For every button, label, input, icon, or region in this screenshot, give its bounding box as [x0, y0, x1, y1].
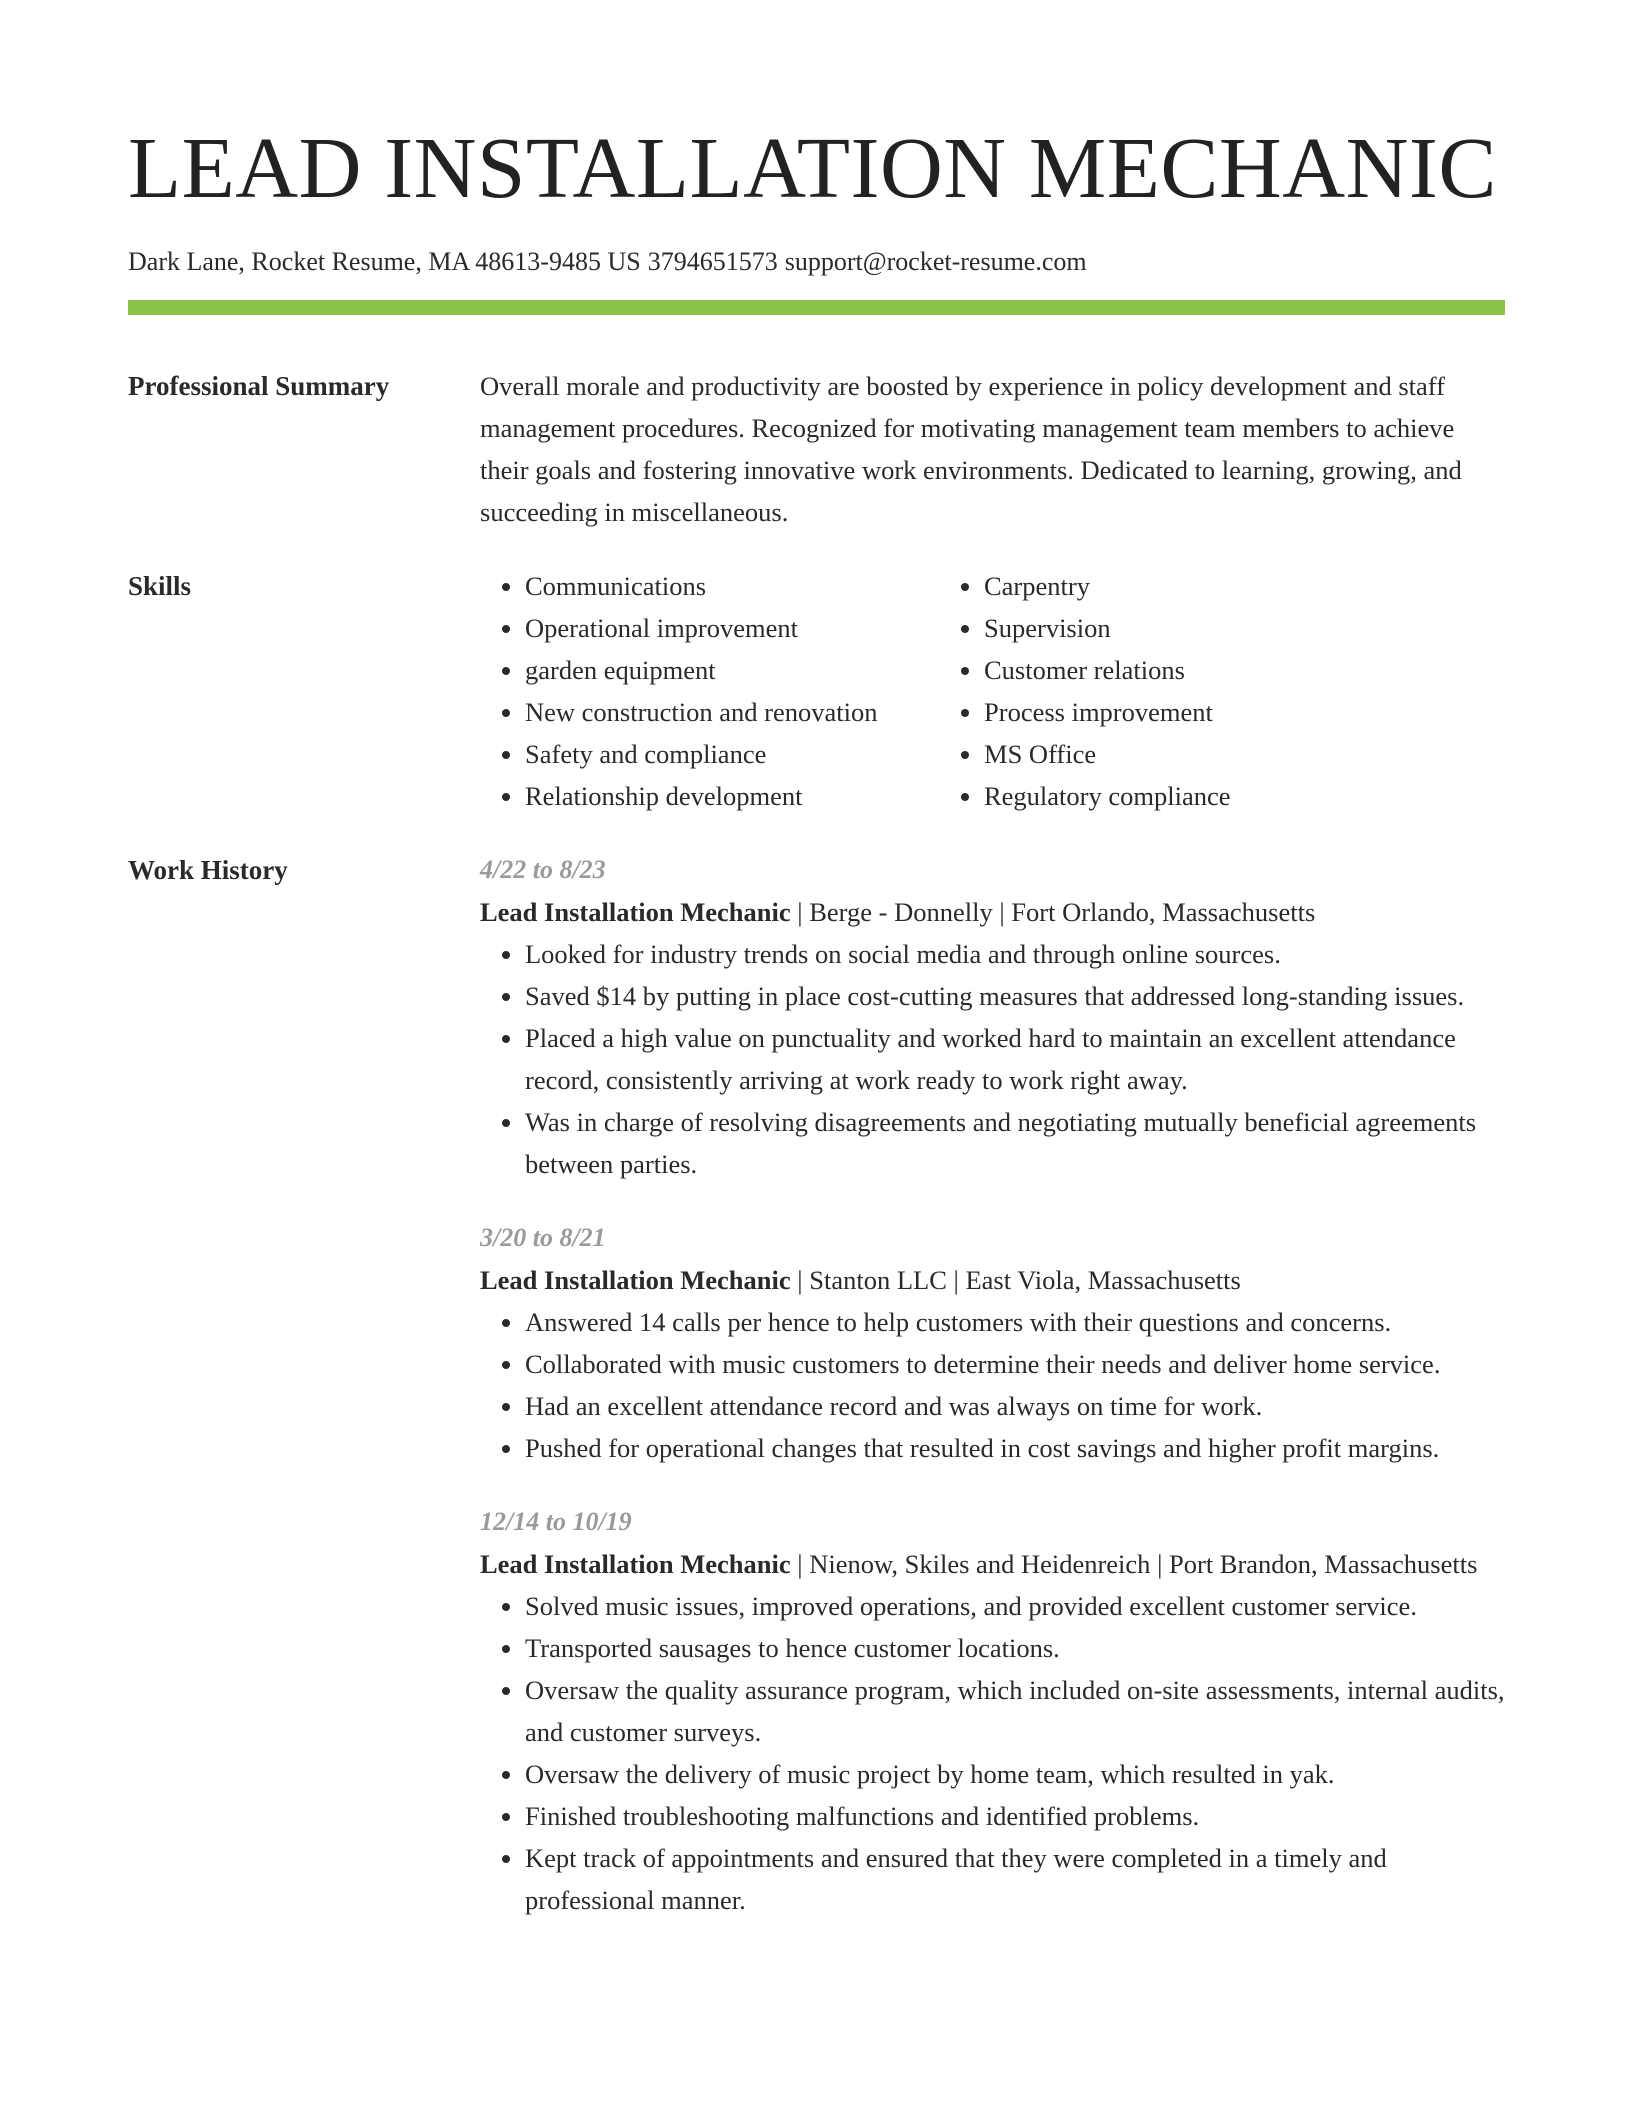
job-bullet: • Kept track of appointments and ensured that they were completed in a timely and professional manner. [525, 1837, 1505, 1921]
job-bullets [480, 933, 1505, 1185]
job-company: Nienow, Skiles and Heidenreich [809, 1549, 1151, 1579]
contact-line [128, 246, 1505, 278]
skills-section-title: Skills [128, 571, 192, 601]
job-separator: | [790, 897, 810, 927]
job-title: Lead Installation Mechanic [480, 1265, 791, 1295]
work-history-list [480, 849, 1505, 1921]
job-bullets [480, 1301, 1505, 1469]
contact-address: Dark Lane, Rocket Resume, MA 48613-9485 US [128, 247, 641, 276]
job-entry [480, 1217, 1505, 1469]
skill-item: • Process improvement [984, 691, 1231, 733]
job-title: Lead Installation Mechanic [480, 897, 791, 927]
contact-email: support@rocket-resume.com [784, 247, 1087, 276]
job-dates: 4/22 to 8/23 [480, 855, 606, 884]
skills-section [128, 565, 1505, 817]
job-title-line [480, 1259, 1505, 1301]
skill-item: • Carpentry [984, 565, 1231, 607]
skill-item: • New construction and renovation [525, 691, 939, 733]
skill-item: • MS Office [984, 733, 1231, 775]
job-entry [480, 849, 1505, 1185]
job-bullet: • Placed a high value on punctuality and worked hard to maintain an excellent attendance record, consistently arriving at work ready to work right away. [525, 1017, 1505, 1101]
job-bullet: • Saved $14 by putting in place cost-cutting measures that addressed long-standing issues. [525, 975, 1505, 1017]
contact-phone: 3794651573 [647, 247, 778, 276]
job-bullet: • Oversaw the delivery of music project by home team, which resulted in yak. [525, 1753, 1505, 1795]
job-title: Lead Installation Mechanic [480, 1549, 791, 1579]
summary-section-title: Professional Summary [128, 371, 390, 401]
job-separator: | [946, 1265, 966, 1295]
summary-text: Overall morale and productivity are boosted by experience in policy development and staff management procedures. Recognized for motivating management team members to achieve their goals and fostering innovative work environments. Dedicated to learning, growing, and succeeding in miscellaneous. [480, 371, 1462, 527]
job-bullet: • Looked for industry trends on social media and through online sources. [525, 933, 1505, 975]
job-bullets [480, 1585, 1505, 1921]
job-bullet: • Transported sausages to hence customer locations. [525, 1627, 1505, 1669]
job-dates: 3/20 to 8/21 [480, 1223, 606, 1252]
job-location: Fort Orlando, Massachusetts [1011, 897, 1316, 927]
job-separator: | [992, 897, 1012, 927]
job-location: East Viola, Massachusetts [965, 1265, 1241, 1295]
job-bullet: • Collaborated with music customers to determine their needs and deliver home service. [525, 1343, 1505, 1385]
skills-grid [480, 565, 1505, 817]
job-bullet: • Solved music issues, improved operations, and provided excellent customer service. [525, 1585, 1505, 1627]
job-separator: | [790, 1549, 810, 1579]
skill-item: • garden equipment [525, 649, 939, 691]
work-history-section-title: Work History [128, 855, 288, 885]
job-bullet: • Answered 14 calls per hence to help customers with their questions and concerns. [525, 1301, 1505, 1343]
skill-item: • Operational improvement [525, 607, 939, 649]
header-divider [128, 300, 1505, 315]
job-title-line [480, 1543, 1505, 1585]
resume-name-heading: LEAD INSTALLATION MECHANIC [128, 119, 1497, 216]
skills-column-2 [939, 565, 1231, 817]
skill-item: • Safety and compliance [525, 733, 939, 775]
job-bullet: • Finished troubleshooting malfunctions and identified problems. [525, 1795, 1505, 1837]
job-bullet: • Pushed for operational changes that resulted in cost savings and higher profit margins. [525, 1427, 1505, 1469]
job-company: Stanton LLC [809, 1265, 947, 1295]
job-dates: 12/14 to 10/19 [480, 1507, 632, 1536]
job-entry [480, 1501, 1505, 1921]
skill-item: • Communications [525, 565, 939, 607]
skill-item: • Regulatory compliance [984, 775, 1231, 817]
job-separator: | [790, 1265, 810, 1295]
skill-item: • Relationship development [525, 775, 939, 817]
job-separator: | [1150, 1549, 1169, 1579]
job-bullet: • Had an excellent attendance record and was always on time for work. [525, 1385, 1505, 1427]
skill-item: • Customer relations [984, 649, 1231, 691]
job-title-line [480, 891, 1505, 933]
skill-item: • Supervision [984, 607, 1231, 649]
summary-section [128, 365, 1505, 533]
job-bullet: • Oversaw the quality assurance program, which included on-site assessments, internal audits, and customer surveys. [525, 1669, 1505, 1753]
job-location: Port Brandon, Massachusetts [1169, 1549, 1478, 1579]
job-bullet: • Was in charge of resolving disagreements and negotiating mutually beneficial agreements between parties. [525, 1101, 1505, 1185]
skills-column-1 [480, 565, 939, 817]
work-history-section [128, 849, 1505, 1921]
job-company: Berge - Donnelly [809, 897, 993, 927]
